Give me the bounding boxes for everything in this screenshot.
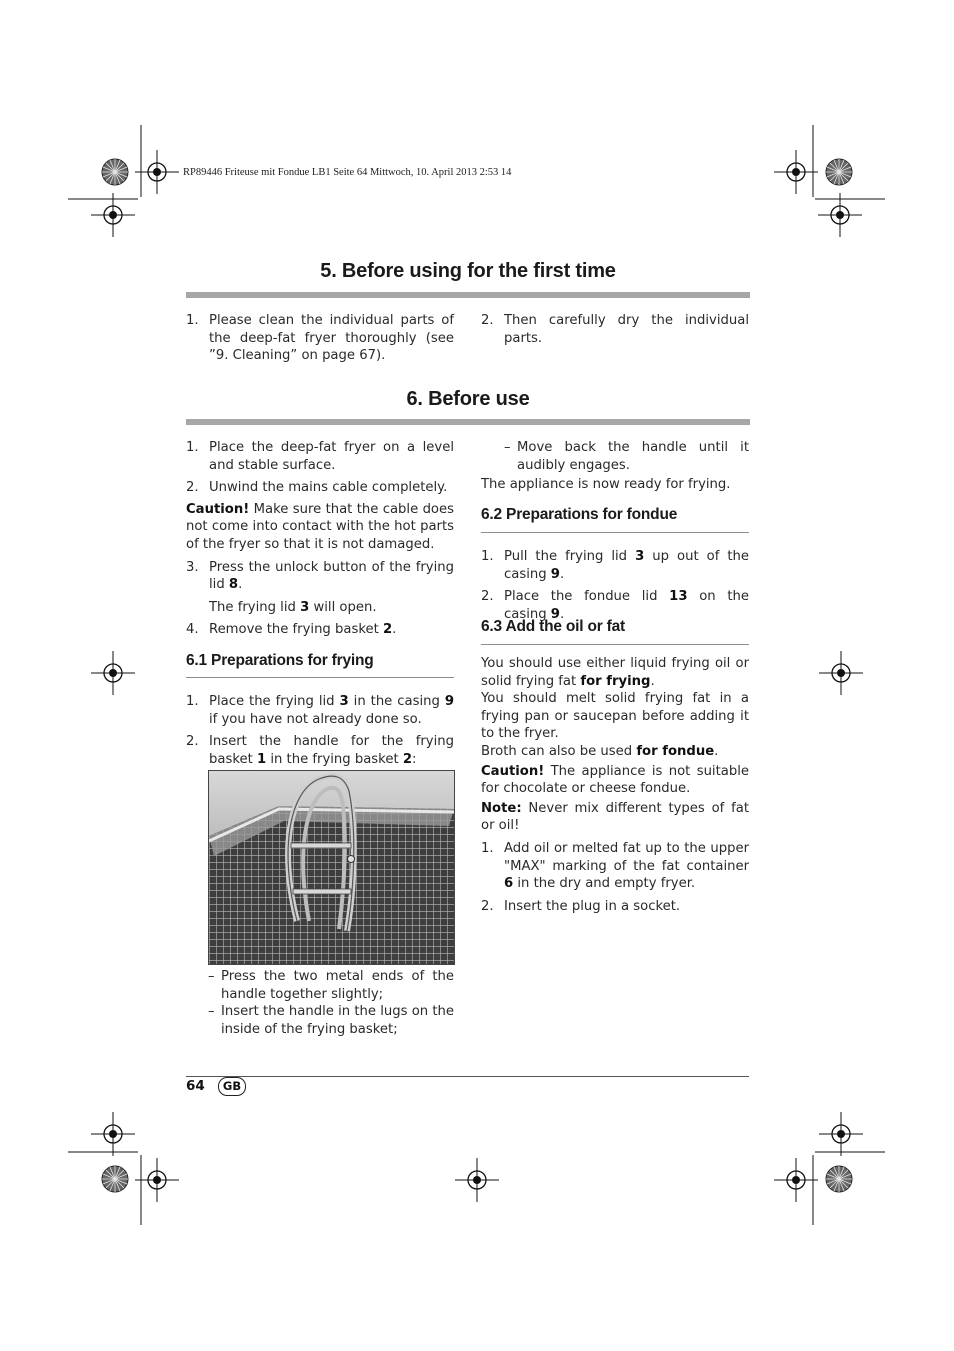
section-6-1-rule xyxy=(186,677,454,678)
corner-mark-top-right xyxy=(774,125,885,237)
paragraph: Broth can also be used for fondue. xyxy=(481,743,719,759)
section-5-bar xyxy=(186,292,750,298)
list-item: 2. Insert the plug in a socket. xyxy=(481,898,681,914)
paragraph: You should melt solid frying fat in a frying pan or saucepan before adding it to the fryer. xyxy=(481,691,749,742)
handle-step-continued xyxy=(504,439,749,474)
section-6-bar xyxy=(186,419,750,425)
handle-steps xyxy=(208,968,454,1038)
corner-mark-top-left xyxy=(68,125,179,237)
section-6-title: 6. Before use xyxy=(406,388,530,410)
section-6-2-rule xyxy=(481,532,749,533)
list-item: 1. Pull the frying lid 3 up out of the casing 9. xyxy=(481,549,750,582)
dash-item: – Press the two metal ends of the handle together slightly; xyxy=(208,969,454,1002)
frying-basket-photo xyxy=(208,770,455,965)
language-badge: GB xyxy=(218,1077,246,1096)
section-5-left xyxy=(186,312,454,365)
note-paragraph: Note: Never mix different types of fat or oil! xyxy=(481,800,749,834)
list-item: 1. Place the deep-fat fryer on a level and stable surface. xyxy=(186,440,454,473)
section-5-title: 5. Before using for the first time xyxy=(320,260,616,282)
section-5-right xyxy=(481,312,749,347)
list-item: 1. Place the frying lid 3 in the casing 9 if you have not already done so. xyxy=(186,694,454,727)
list-item: 2. Unwind the mains cable completely. xyxy=(186,480,448,496)
footer-rule xyxy=(186,1076,749,1077)
left-column xyxy=(186,439,454,639)
list-item: 3. Press the unlock button of the frying lid 8. xyxy=(186,559,454,593)
side-mark-right xyxy=(819,651,863,695)
section-6-2-title: 6.2 Preparations for fondue xyxy=(481,506,678,523)
section-6-3-rule xyxy=(481,644,749,645)
dash-item: – Move back the handle until it audibly engages. xyxy=(504,440,749,473)
caution-paragraph: Caution! The appliance is not suitable for chocolate or cheese fondue. xyxy=(481,763,749,797)
dash-item: – Insert the handle in the lugs on the inside of the frying basket; xyxy=(208,1004,454,1037)
section-6-1-body xyxy=(186,693,454,768)
ready-text: The appliance is now ready for frying. xyxy=(481,477,731,492)
side-mark-left xyxy=(91,651,135,695)
list-item: 4. Remove the frying basket 2. xyxy=(186,622,397,638)
corner-mark-bottom-left xyxy=(68,1112,179,1225)
bottom-center-mark xyxy=(455,1158,499,1202)
result-text: The frying lid 3 will open. xyxy=(209,599,377,615)
section-6-2-body xyxy=(481,548,749,623)
list-item: 1. Add oil or melted fat up to the upper "MAX" marking of the fat container 6 in the dry and empty fryer. xyxy=(481,840,749,892)
section-6-3-body xyxy=(481,655,749,915)
corner-mark-bottom-right xyxy=(774,1112,885,1225)
print-info: RP89446 Friteuse mit Fondue LB1 Seite 64 Mittwoch, 10. April 2013 2:53 14 xyxy=(183,167,512,178)
list-item: 2. Insert the handle for the frying basket 1 in the frying basket 2: xyxy=(186,734,454,767)
caution-paragraph: Caution! Make sure that the cable does not come into contact with the hot parts of the fryer so that it is not damaged. xyxy=(186,501,454,552)
list-item: 2. Place the fondue lid 13 on the casing 9. xyxy=(481,589,749,622)
list-item: 2. Then carefully dry the individual parts. xyxy=(481,313,749,346)
page-number: 64 xyxy=(186,1078,205,1094)
section-6-3-title: 6.3 Add the oil or fat xyxy=(481,618,626,635)
paragraph: You should use either liquid frying oil or solid frying fat for frying. xyxy=(481,656,749,689)
list-item: 1. Please clean the individual parts of the deep-fat fryer thoroughly (see ”9. Cleaning” on page 67). xyxy=(186,313,454,364)
section-6-1-title: 6.1 Preparations for frying xyxy=(186,652,374,669)
